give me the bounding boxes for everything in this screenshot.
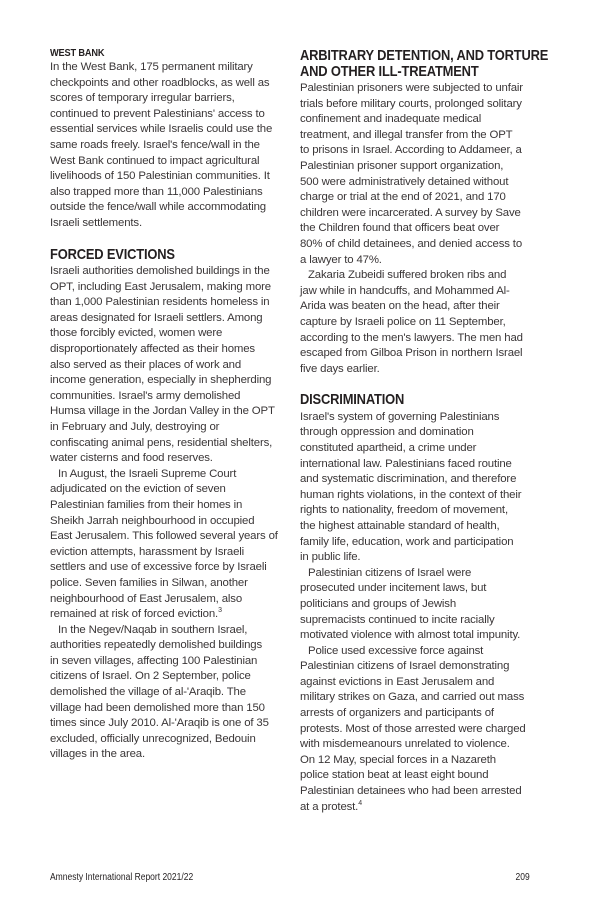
text-line: communities. Israel's army demolished bbox=[50, 389, 241, 402]
paragraph bbox=[50, 60, 295, 232]
text-line: police station beat at least eight bound bbox=[300, 769, 489, 782]
text-line: also trapped more than 11,000 Palestinians bbox=[50, 185, 263, 198]
text-line: children were incarcerated. A survey by Save bbox=[300, 206, 521, 219]
text-line: settlers and use of excessive force by Israeli bbox=[50, 561, 267, 574]
section-west-bank bbox=[50, 46, 295, 232]
text-line-with-footnote bbox=[50, 607, 295, 623]
heading-discrimination: DISCRIMINATION bbox=[300, 391, 405, 409]
paragraph bbox=[300, 644, 562, 816]
footnote-marker[interactable]: 3 bbox=[218, 607, 222, 615]
text-line: a lawyer to 47%. bbox=[300, 253, 382, 266]
text-line: checkpoints and other roadblocks, as well as bbox=[50, 76, 270, 89]
text-line: arrests of organizers and participants of bbox=[300, 707, 494, 720]
text-line: Israeli settlements. bbox=[50, 216, 142, 229]
text-line: to prisons in Israel. According to Addameer, a bbox=[300, 144, 522, 157]
text-line: citizens of Israel. On 2 September, police bbox=[50, 670, 251, 683]
text-line: Arida was beaten on the head, after their bbox=[300, 300, 500, 313]
text-line: same roads freely. Israel's fence/wall in the bbox=[50, 138, 260, 151]
text-line: neighbourhood of East Jerusalem, also bbox=[50, 592, 243, 605]
text-line: Police used excessive force against bbox=[308, 644, 484, 657]
text-line: in seven villages, affecting 100 Palestinian bbox=[50, 654, 258, 667]
paragraph bbox=[50, 623, 295, 763]
paragraph bbox=[300, 566, 562, 644]
subheading-west-bank: WEST BANK bbox=[50, 47, 105, 59]
text-line: outside the fence/wall while accommodating bbox=[50, 201, 266, 214]
page-number: 209 bbox=[515, 872, 530, 883]
text-line: Palestinian citizens of Israel demonstrating bbox=[300, 660, 510, 673]
text-line: Israel's system of governing Palestinians bbox=[300, 410, 500, 423]
paragraph bbox=[50, 467, 295, 623]
text-line: Palestinian citizens of Israel were bbox=[308, 566, 472, 579]
publication-title: Amnesty International Report 2021/22 bbox=[50, 872, 194, 883]
text-line: than 1,000 Palestinian residents homeless in bbox=[50, 296, 270, 309]
text-line: Sheikh Jarrah neighbourhood in occupied bbox=[50, 514, 255, 527]
text-line: East Jerusalem. This followed several years of bbox=[50, 530, 278, 543]
text-line: confiscating animal pens, residential shelters, bbox=[50, 436, 273, 449]
text-line: five days earlier. bbox=[300, 362, 380, 375]
text-line: remained at risk of forced eviction. bbox=[50, 608, 219, 621]
text-line: and systematic discrimination, and therefore bbox=[300, 473, 517, 486]
footnote-marker[interactable]: 4 bbox=[358, 799, 362, 807]
text-line: excluded, officially unrecognized, Bedouin bbox=[50, 732, 256, 745]
heading-arbitrary-detention-line-2: AND OTHER ILL-TREATMENT bbox=[300, 62, 479, 80]
text-line: at a protest. bbox=[300, 800, 359, 813]
text-line: jaw while in handcuffs, and Mohammed Al- bbox=[300, 284, 510, 297]
text-line: OPT, including East Jerusalem, making more bbox=[50, 280, 271, 293]
text-line: Palestinian prisoners were subjected to unfair bbox=[300, 82, 523, 94]
text-line: times since July 2010. Al-'Araqib is one of 35 bbox=[50, 717, 269, 730]
section-discrimination bbox=[300, 392, 562, 815]
text-line: treatment, and illegal transfer from the OPT bbox=[300, 128, 513, 141]
paragraph bbox=[300, 410, 562, 566]
text-line: those forcibly evicted, women were bbox=[50, 327, 223, 340]
text-line: against evictions in East Jerusalem and bbox=[300, 675, 495, 688]
text-line: through oppression and domination bbox=[300, 426, 474, 439]
text-line: trials before military courts, prolonged solitary bbox=[300, 97, 522, 110]
text-line: Palestinian detainees who had been arrested bbox=[300, 785, 522, 798]
text-line: family life, education, work and participation bbox=[300, 535, 514, 548]
paragraph bbox=[300, 81, 562, 268]
text-line: capture by Israeli police on 11 September, bbox=[300, 315, 506, 328]
paragraph bbox=[300, 268, 562, 377]
heading-forced-evictions: FORCED EVICTIONS bbox=[50, 245, 175, 263]
left-column bbox=[50, 46, 295, 763]
text-line: protests. Most of those arrested were charged bbox=[300, 722, 526, 735]
text-line: disproportionately affected as their homes bbox=[50, 343, 255, 355]
text-line: West Bank continued to impact agricultural bbox=[50, 154, 260, 167]
text-line: prosecuted under incitement laws, but bbox=[300, 582, 487, 595]
text-line: constituted apartheid, a crime under bbox=[300, 441, 477, 454]
text-line: also served as their places of work and bbox=[50, 358, 242, 371]
text-line-with-footnote bbox=[300, 800, 562, 816]
text-line: authorities repeatedly demolished buildings bbox=[50, 639, 263, 652]
text-line: continued to prevent Palestinians' access to bbox=[50, 107, 265, 120]
text-line: areas designated for Israeli settlers. Among bbox=[50, 311, 263, 324]
text-line: in February and July, destroying or bbox=[50, 420, 220, 433]
text-line: charge or trial at the end of 2021, and 170 bbox=[300, 191, 506, 204]
text-line: In August, the Israeli Supreme Court bbox=[58, 467, 237, 480]
text-line: the Children found that officers beat over bbox=[300, 222, 500, 235]
text-line: in public life. bbox=[300, 551, 361, 564]
paragraph bbox=[50, 264, 295, 467]
right-column bbox=[300, 46, 562, 815]
text-line: human rights violations, in the context of their bbox=[300, 488, 522, 501]
text-line: demolished the village of al-'Araqib. The bbox=[50, 686, 246, 699]
section-arbitrary-detention bbox=[300, 48, 562, 377]
text-line: rights to nationality, freedom of movement, bbox=[300, 504, 508, 517]
text-line: 80% of child detainees, and denied access to bbox=[300, 237, 523, 250]
text-line: On 12 May, special forces in a Nazareth bbox=[300, 753, 496, 766]
text-line: Israeli authorities demolished buildings in the bbox=[50, 265, 270, 278]
text-line: livelihoods of 150 Palestinian communities. It bbox=[50, 170, 270, 183]
text-line: In the West Bank, 175 permanent military bbox=[50, 61, 253, 73]
text-line: confinement and inadequate medical bbox=[300, 113, 482, 126]
text-line: essential services while Israelis could use the bbox=[50, 123, 273, 136]
section-forced-evictions bbox=[50, 247, 295, 764]
text-line: adjudicated on the eviction of seven bbox=[50, 483, 226, 496]
text-line: Humsa village in the Jordan Valley in the OPT bbox=[50, 405, 275, 418]
text-line: the highest attainable standard of health, bbox=[300, 519, 500, 532]
text-line: international law. Palestinians faced routine bbox=[300, 457, 512, 470]
text-line: motivated violence with almost total impunity. bbox=[300, 629, 521, 642]
heading-arbitrary-detention-line-1: ARBITRARY DETENTION, AND TORTURE bbox=[300, 47, 549, 64]
text-line: eviction attempts, harassment by Israeli bbox=[50, 545, 245, 558]
text-line: village had been demolished more than 150 bbox=[50, 701, 265, 714]
text-line: income generation, especially in shepherding bbox=[50, 374, 272, 387]
text-line: police. Seven families in Silwan, another bbox=[50, 576, 248, 589]
text-line: Palestinian prisoner support organization, bbox=[300, 159, 504, 172]
text-line: politicians and groups of Jewish bbox=[300, 597, 457, 610]
text-line: Palestinian families from their homes in bbox=[50, 498, 243, 511]
text-line: Zakaria Zubeidi suffered broken ribs and bbox=[308, 269, 507, 282]
text-line: water cisterns and food reserves. bbox=[50, 452, 213, 465]
text-line: military strikes on Gaza, and carried out mass bbox=[300, 691, 525, 704]
text-line: 500 were administratively detained without bbox=[300, 175, 509, 188]
text-line: according to the men's lawyers. The men had bbox=[300, 331, 523, 344]
text-line: In the Negev/Naqab in southern Israel, bbox=[58, 623, 248, 636]
text-line: escaped from Gilboa Prison in northern Israel bbox=[300, 347, 523, 360]
text-line: with misdemeanours unrelated to violence. bbox=[300, 738, 510, 751]
text-line: scores of temporary irregular barriers, bbox=[50, 92, 235, 105]
text-line: villages in the area. bbox=[50, 748, 145, 761]
text-line: supremacists continued to incite racially bbox=[300, 613, 495, 626]
